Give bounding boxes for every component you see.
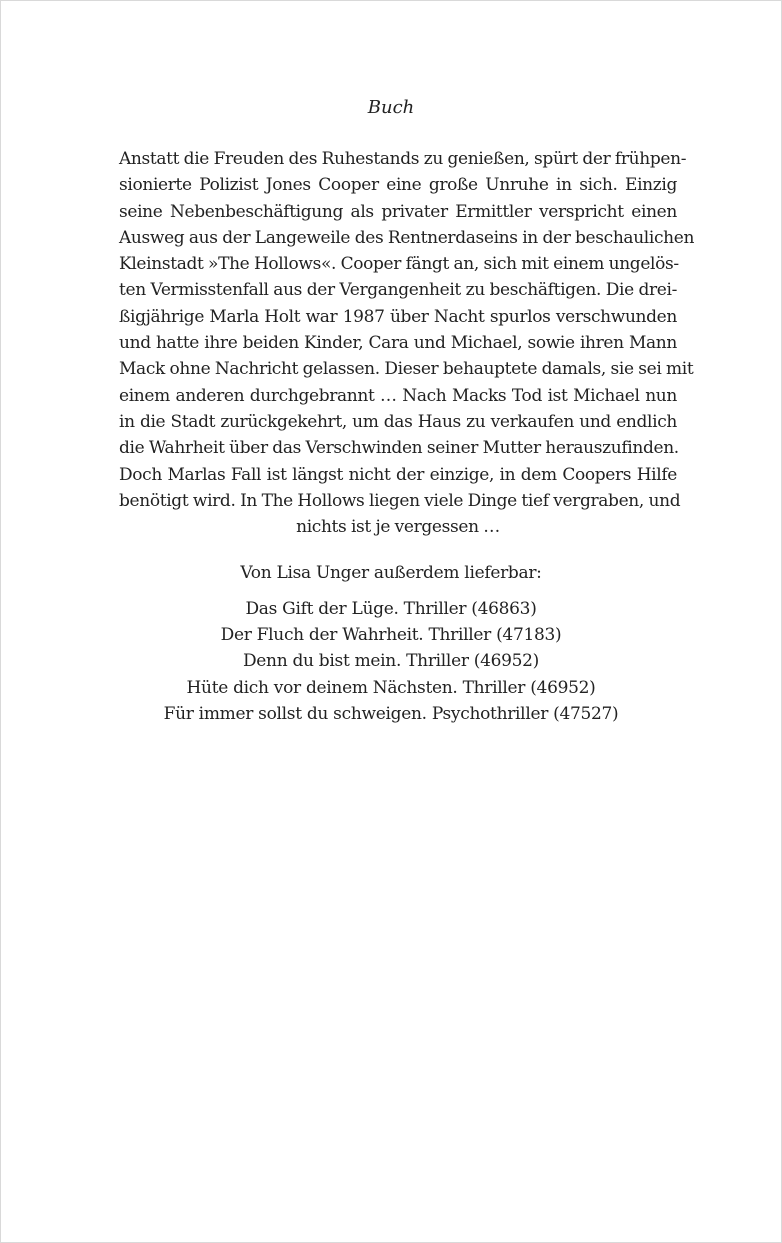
blurb-line: Kleinstadt »The Hollows«. Cooper fängt an, sich mit einem ungelös- (119, 254, 679, 275)
book-list-item: Hüte dich vor deinem Nächsten. Thriller (46952) (186, 677, 596, 698)
blurb-line: einem anderen durchgebrannt … Nach Macks Tod ist Michael nun (119, 385, 677, 406)
blurb-line: und hatte ihre beiden Kinder, Cara und Michael, sowie ihren Mann (119, 333, 677, 354)
blurb-line: die Wahrheit über das Verschwinden seiner Mutter herauszufinden. (119, 438, 679, 459)
book-list-item: Das Gift der Lüge. Thriller (46863) (245, 599, 537, 619)
blurb-line: benötigt wird. In The Hollows liegen viele Dinge tief vergraben, und (119, 490, 681, 511)
book-list-item: Denn du bist mein. Thriller (46952) (242, 651, 540, 672)
book-list-item: Für immer sollst du schweigen. Psychothriller (47527) (163, 703, 619, 724)
book-blurb (119, 146, 695, 540)
blurb-line: Anstatt die Freuden des Ruhestands zu genießen, spürt der frühpen- (119, 149, 687, 169)
blurb-line: Doch Marlas Fall ist längst nicht der einzige, in dem Coopers Hilfe (119, 464, 677, 485)
blurb-line: ten Vermisstenfall aus der Vergangenheit zu beschäftigen. Die drei- (119, 280, 677, 301)
blurb-line: in die Stadt zurückgekehrt, um das Haus zu verkaufen und endlich (119, 411, 677, 432)
blurb-line: ßigjährige Marla Holt war 1987 über Nacht spurlos verschwunden (119, 306, 677, 327)
book-list-item: Der Fluch der Wahrheit. Thriller (47183) (220, 625, 562, 646)
blurb-line: nichts ist je vergessen … (296, 517, 500, 538)
page-title: Buch (367, 97, 415, 118)
book-list (0, 596, 782, 727)
blurb-line: Ausweg aus der Langeweile des Rentnerdaseins in der beschaulichen (119, 227, 695, 248)
blurb-line: Mack ohne Nachricht gelassen. Dieser behauptete damals, sie sei mit (119, 359, 694, 380)
also-available-heading: Von Lisa Unger außerdem lieferbar: (240, 563, 542, 583)
blurb-line: sionierte Polizist Jones Cooper eine große Unruhe in sich. Einzig (119, 175, 677, 196)
blurb-line: seine Nebenbeschäftigung als privater Ermittler verspricht einen (119, 201, 677, 222)
